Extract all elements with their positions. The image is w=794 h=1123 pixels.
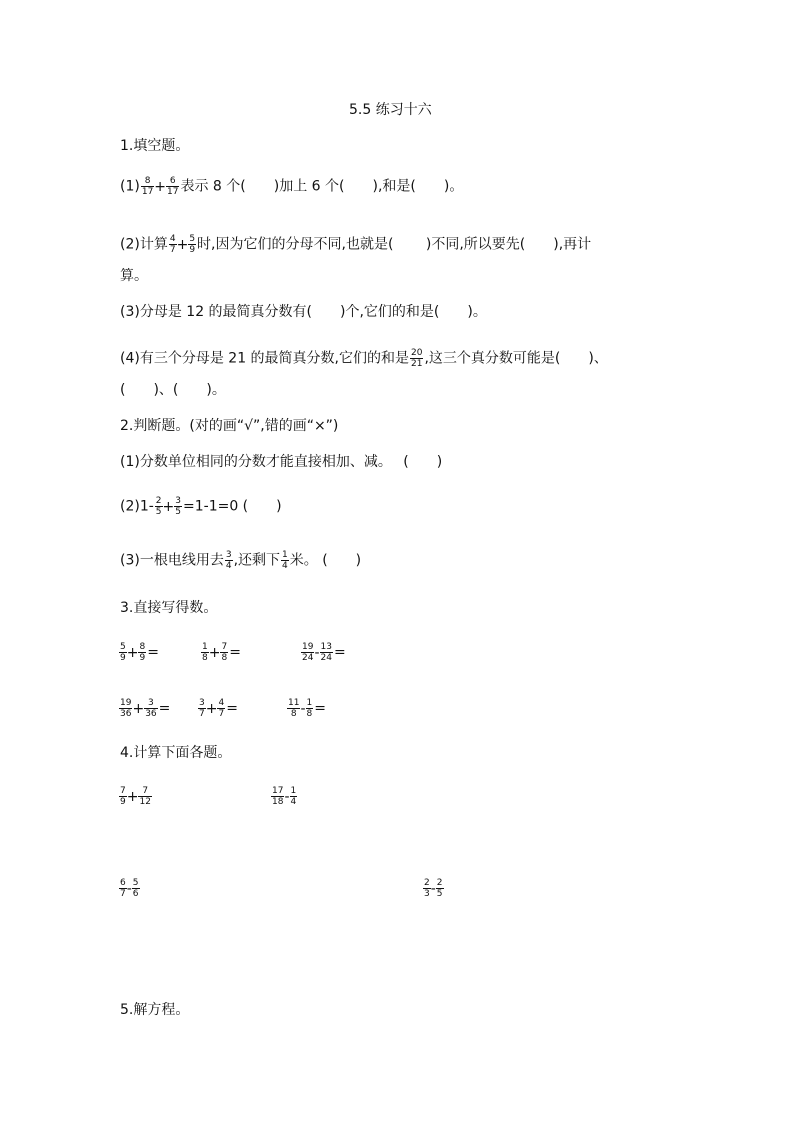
calc-item: $\frac{2}{3}$ - $\frac{2}{5}$ xyxy=(424,878,443,899)
q-prefix: (2)1- xyxy=(120,498,154,515)
s1-question-2-cont: 算。 xyxy=(120,268,148,284)
fraction: $\frac{6}{17}$ xyxy=(167,176,179,197)
operator: + xyxy=(154,178,167,195)
calc-item: $\frac{7}{9}$ + $\frac{7}{12}$ xyxy=(120,786,151,807)
s1-question-1 xyxy=(120,176,463,197)
fraction: $\frac{5}{9}$ xyxy=(189,234,196,255)
s1-question-3: (3)分母是 12 的最简真分数有( )个,它们的和是( )。 xyxy=(120,304,487,320)
oral-item: $\frac{5}{9}$ + $\frac{8}{9}$ = xyxy=(120,642,159,663)
s1-question-4 xyxy=(120,348,608,369)
s2-question-1: (1)分数单位相同的分数才能直接相加、减。 ( ) xyxy=(120,454,443,470)
operator: + xyxy=(162,498,175,515)
fraction: $\frac{3}{5}$ xyxy=(175,496,181,517)
fraction: $\frac{8}{17}$ xyxy=(141,176,154,197)
q-text: 表示 8 个( )加上 6 个( ),和是( )。 xyxy=(180,178,464,195)
q-text: ,这三个真分数可能是( )、 xyxy=(424,350,608,367)
oral-item: $\frac{11}{8}$ - $\frac{1}{8}$ = xyxy=(288,698,326,719)
fraction: $\frac{20}{21}$ xyxy=(411,348,423,369)
q-text: =1-1=0 ( ) xyxy=(183,498,282,515)
q-text: 时,因为它们的分母不同,也就是( )不同,所以要先( ),再计 xyxy=(197,236,592,253)
fraction: $\frac{1}{4}$ xyxy=(282,550,288,571)
q-prefix: (1) xyxy=(120,178,140,195)
fraction: $\frac{4}{7}$ xyxy=(169,234,176,255)
s2-question-2 xyxy=(120,496,282,517)
section-3-heading: 3.直接写得数。 xyxy=(120,600,218,616)
fraction: $\frac{3}{4}$ xyxy=(225,550,232,571)
oral-item: $\frac{3}{7}$ + $\frac{4}{7}$ = xyxy=(199,698,238,719)
calc-item: $\frac{6}{7}$ - $\frac{5}{6}$ xyxy=(120,878,139,899)
oral-item: $\frac{1}{8}$ + $\frac{7}{8}$ = xyxy=(202,642,241,663)
s1-question-2 xyxy=(120,234,591,255)
section-1-heading: 1.填空题。 xyxy=(120,138,190,154)
section-5-heading: 5.解方程。 xyxy=(120,1002,190,1018)
section-4-heading: 4.计算下面各题。 xyxy=(120,745,232,761)
page-title: 5.5 练习十六 xyxy=(349,102,432,118)
section-2-heading: 2.判断题。(对的画“√”,错的画“×”) xyxy=(120,418,339,434)
operator: + xyxy=(176,236,189,253)
q-prefix: (3)一根电线用去 xyxy=(120,552,224,569)
q-text: ,还剩下 xyxy=(233,552,281,569)
q-text: (4)有三个分母是 21 的最简真分数,它们的和是 xyxy=(120,350,409,367)
calc-item: $\frac{17}{18}$ - $\frac{1}{4}$ xyxy=(272,786,297,807)
q-prefix: (2)计算 xyxy=(120,236,168,253)
s2-question-3 xyxy=(120,550,361,571)
s1-question-4-cont: ( )、( )。 xyxy=(120,382,226,398)
oral-item: $\frac{19}{36}$ + $\frac{3}{36}$ = xyxy=(120,698,171,719)
oral-item: $\frac{19}{24}$ - $\frac{13}{24}$ = xyxy=(302,642,346,663)
fraction: $\frac{2}{5}$ xyxy=(155,496,162,517)
q-text: 米。 ( ) xyxy=(289,552,362,569)
